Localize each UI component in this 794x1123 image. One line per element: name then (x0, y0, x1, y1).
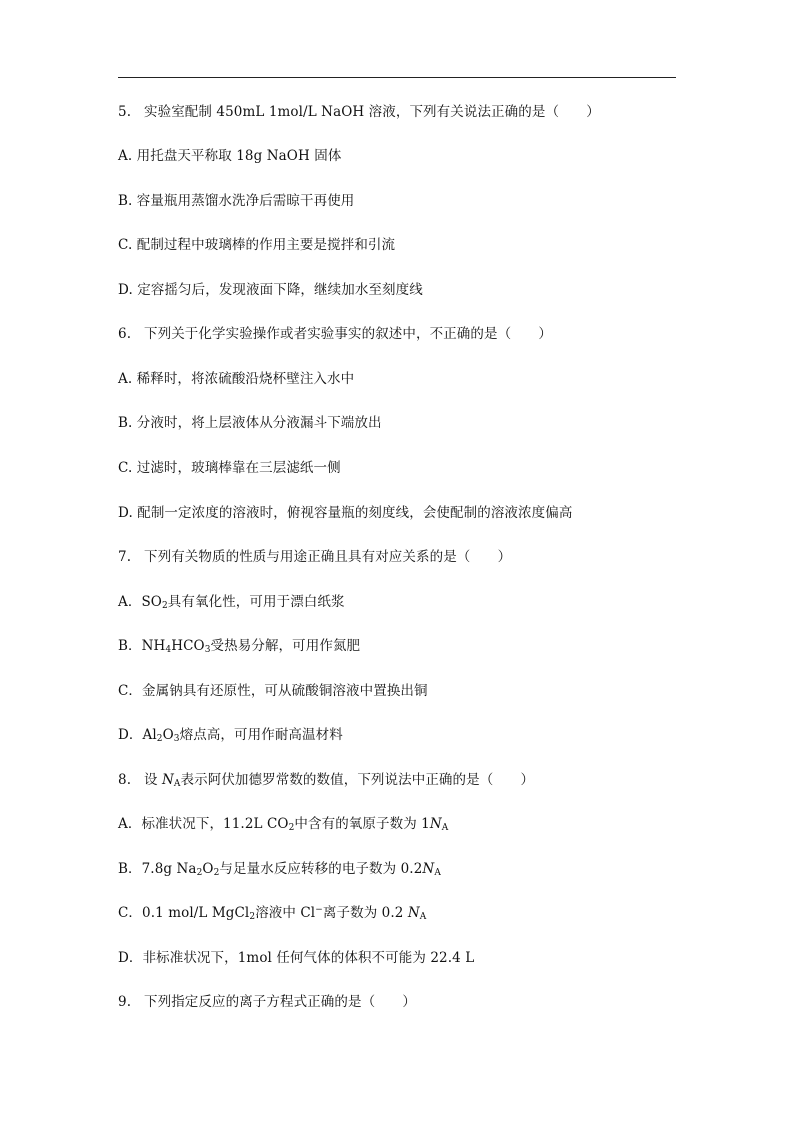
q7-option-b: B．$NH_4HCO_3$受热易分解，可用作氮肥 (118, 638, 361, 655)
q7-option-d: D．$Al_2O_3$熔点高，可用作耐高温材料 (118, 727, 343, 744)
header-rule (118, 77, 676, 78)
q5-option-d: D. 定容摇匀后，发现液面下降，继续加水至刻度线 (118, 282, 423, 298)
q7-option-a: A．$SO_2$具有氧化性，可用于漂白纸浆 (118, 594, 345, 611)
question-number: 9. (118, 994, 132, 1010)
q8-option-c: C．0.1 mol/L MgCl$_2$溶液中 Cl−离子数为 0.2 $N_A$ (118, 905, 427, 922)
question-7-stem (118, 548, 511, 566)
question-9-stem (118, 993, 416, 1011)
question-text: 实验室配制 450mL 1mol/L NaOH 溶液，下列有关说法正确的是（ ） (144, 104, 600, 120)
question-8-stem: 8. 设 $N_A$表示阿伏加德罗常数的数值，下列说法中正确的是（ ） (118, 772, 535, 789)
q6-option-a: A. 稀释时，将浓硫酸沿烧杯壁注入水中 (118, 371, 355, 387)
question-5-stem (118, 103, 600, 121)
question-number: 7. (118, 549, 132, 565)
question-6-stem (118, 325, 552, 343)
q8-option-b: B．7.8g $Na_2O_2$与足量水反应转移的电子数为 $0.2N_A$ (118, 861, 441, 878)
q8-option-d: D．非标准状况下，1mol 任何气体的体积不可能为 22.4 L (118, 950, 475, 966)
q5-option-b: B. 容量瓶用蒸馏水洗净后需晾干再使用 (118, 193, 355, 209)
q6-option-c: C. 过滤时，玻璃棒靠在三层滤纸一侧 (118, 460, 341, 476)
question-text: 下列指定反应的离子方程式正确的是（ ） (144, 994, 416, 1010)
q5-option-c: C. 配制过程中玻璃棒的作用主要是搅拌和引流 (118, 237, 396, 253)
q6-option-b: B. 分液时，将上层液体从分液漏斗下端放出 (118, 415, 382, 431)
question-number: 6. (118, 326, 132, 342)
q7-option-c: C．金属钠具有还原性，可从硫酸铜溶液中置换出铜 (118, 683, 428, 699)
question-number: 5. (118, 104, 132, 120)
q6-option-d: D. 配制一定浓度的溶液时，俯视容量瓶的刻度线，会使配制的溶液浓度偏高 (118, 505, 573, 521)
q8-option-a: A．标准状况下，11.2L $CO_2$中含有的氧原子数为 $1N_A$ (118, 816, 449, 833)
question-number: 8. (118, 772, 132, 788)
q5-option-a: A. 用托盘天平称取 18g NaOH 固体 (118, 148, 342, 164)
question-text: 下列有关物质的性质与用途正确且具有对应关系的是（ ） (144, 549, 512, 565)
question-text: 下列关于化学实验操作或者实验事实的叙述中，不正确的是（ ） (144, 326, 552, 342)
